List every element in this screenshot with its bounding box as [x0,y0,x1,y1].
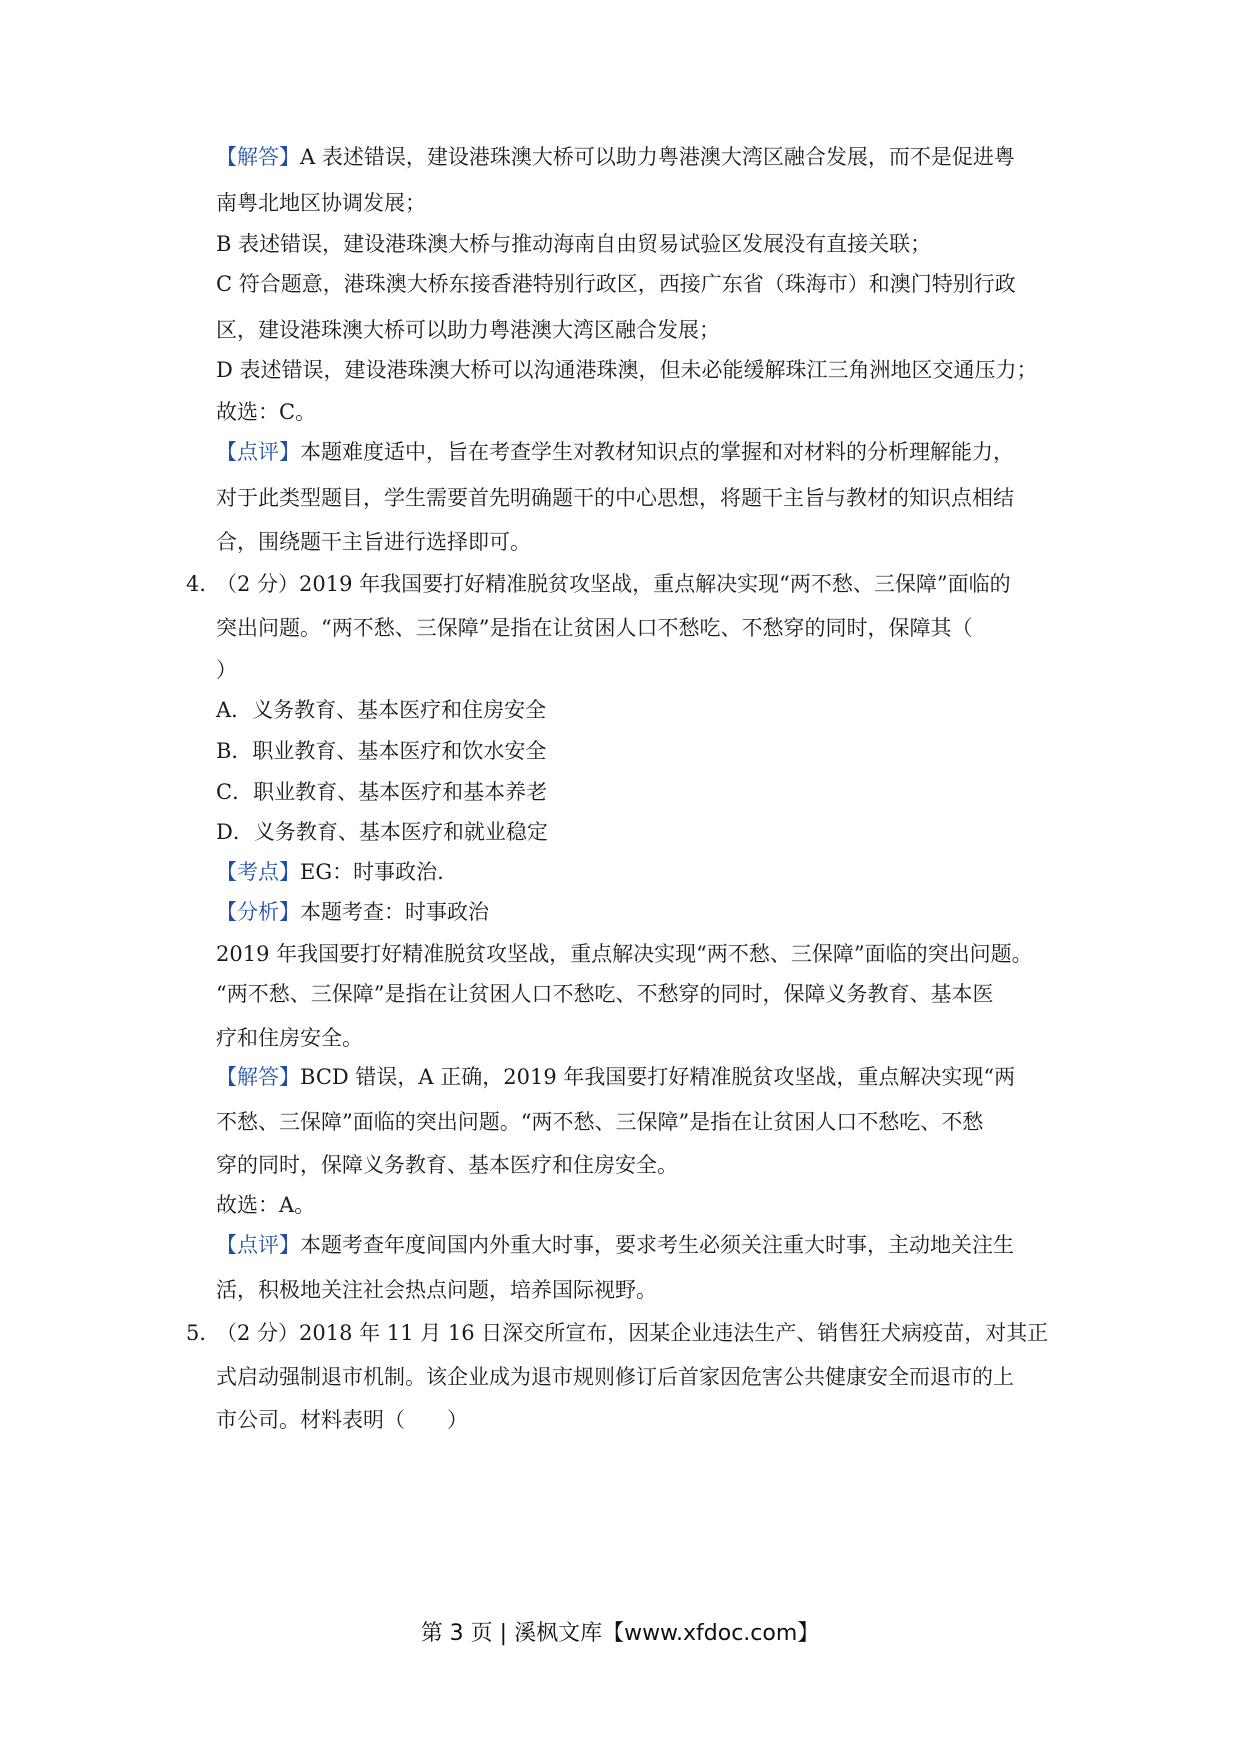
option-a [216,695,546,725]
section-tag-answer: 【解答】 [216,145,300,169]
page-footer: 第 3 页 | 溪枫文库【www.xfdoc.com】 [420,1621,820,1646]
line-text: 本题考查：时事政治 [300,900,489,924]
option-b [216,736,546,766]
text-line [216,1275,657,1305]
line-text: EG：时事政治. [300,860,444,884]
question-stem [216,1318,1048,1348]
text-line [216,315,720,345]
text-line [216,188,426,218]
text-line [216,355,1038,385]
text-line [216,1190,315,1220]
text-line [216,142,1015,172]
line-text: 市公司。材料表明（ ） [216,1408,468,1432]
line-text: D 表述错误，建设港珠澳大桥可以沟通港珠澳，但未必能缓解珠江三角洲地区交通压力； [216,358,1038,382]
text-line [216,939,1033,969]
text-line [216,483,1014,513]
text-line [216,437,1014,467]
line-text: 对于此类型题目，学生需要首先明确题干的中心思想，将题干主旨与教材的知识点相结 [216,486,1014,510]
section-tag-key-point: 【考点】 [216,860,300,884]
line-text: B 表述错误，建设港珠澳大桥与推动海南自由贸易试验区发展没有直接关联； [216,232,932,256]
text-line [216,1405,468,1435]
line-text: （2 分）2018 年 11 月 16 日深交所宣布，因某企业违法生产、销售狂犬病疫苗，对其正 [216,1321,1049,1345]
option-d [216,817,548,847]
question-number: 4． [186,572,221,596]
text-line [216,1150,678,1180]
text-line [216,979,993,1009]
option-c [216,777,547,807]
section-tag-answer: 【解答】 [216,1065,300,1089]
section-tag-comment: 【点评】 [216,1233,300,1257]
line-text: ） [216,658,237,682]
line-text: C 符合题意，港珠澳大桥东接香港特别行政区，西接广东省（珠海市）和澳门特别行政 [216,272,1016,296]
text-line [216,397,316,427]
text-line [216,1362,1014,1392]
line-text: 本题考查年度间国内外重大时事，要求考生必须关注重大时事，主动地关注生 [300,1233,1014,1257]
question-number: 5． [186,1321,221,1345]
text-line [216,613,972,643]
question-stem [216,569,1011,599]
line-text: A．义务教育、基本医疗和住房安全 [216,698,547,722]
line-text: 区，建设港珠澳大桥可以助力粤港澳大湾区融合发展； [216,318,720,342]
line-text: 合，围绕题干主旨进行选择即可。 [216,530,531,554]
text-line [216,229,931,259]
line-text: C．职业教育、基本医疗和基本养老 [216,780,548,804]
line-text: 穿的同时，保障义务教育、基本医疗和住房安全。 [216,1153,678,1177]
line-text: B．职业教育、基本医疗和饮水安全 [216,739,547,763]
line-text: 南粤北地区协调发展； [216,191,426,215]
text-line [216,897,489,927]
line-text: 故选：A。 [216,1193,316,1217]
line-text: 突出问题。“两不愁、三保障”是指在让贫困人口不愁吃、不愁穿的同时，保障其（ [216,616,973,640]
line-text: 式启动强制退市机制。该企业成为退市规则修订后首家因危害公共健康安全而退市的上 [216,1365,1014,1389]
text-line [216,269,1016,299]
line-text: BCD 错误，A 正确，2019 年我国要打好精准脱贫攻坚战，重点解决实现“两 [300,1065,1016,1089]
text-line [216,527,531,557]
line-text: （2 分）2019 年我国要打好精准脱贫攻坚战，重点解决实现“两不愁、三保障”面临的 [216,572,1011,596]
line-text: D．义务教育、基本医疗和就业稳定 [216,820,548,844]
line-text: 故选：C。 [216,400,317,424]
text-line [216,1230,1014,1260]
line-text: 活，积极地关注社会热点问题，培养国际视野。 [216,1278,657,1302]
text-line [216,1062,1015,1092]
text-line [216,857,444,887]
text-line [216,1023,363,1053]
text-line [216,1107,983,1137]
line-text: 不愁、三保障”面临的突出问题。“两不愁、三保障”是指在让贫困人口不愁吃、不愁 [216,1110,984,1134]
section-tag-comment: 【点评】 [216,440,300,464]
line-text: 本题难度适中，旨在考查学生对教材知识点的掌握和对材料的分析理解能力， [300,440,1014,464]
line-text: A 表述错误，建设港珠澳大桥可以助力粤港澳大湾区融合发展，而不是促进粤 [300,145,1015,169]
section-tag-analysis: 【分析】 [216,900,300,924]
line-text: “两不愁、三保障”是指在让贫困人口不愁吃、不愁穿的同时，保障义务教育、基本医 [216,982,994,1006]
line-text: 疗和住房安全。 [216,1026,363,1050]
text-line [216,655,237,685]
line-text: 2019 年我国要打好精准脱贫攻坚战，重点解决实现“两不愁、三保障”面临的突出问题。 [216,942,1033,966]
